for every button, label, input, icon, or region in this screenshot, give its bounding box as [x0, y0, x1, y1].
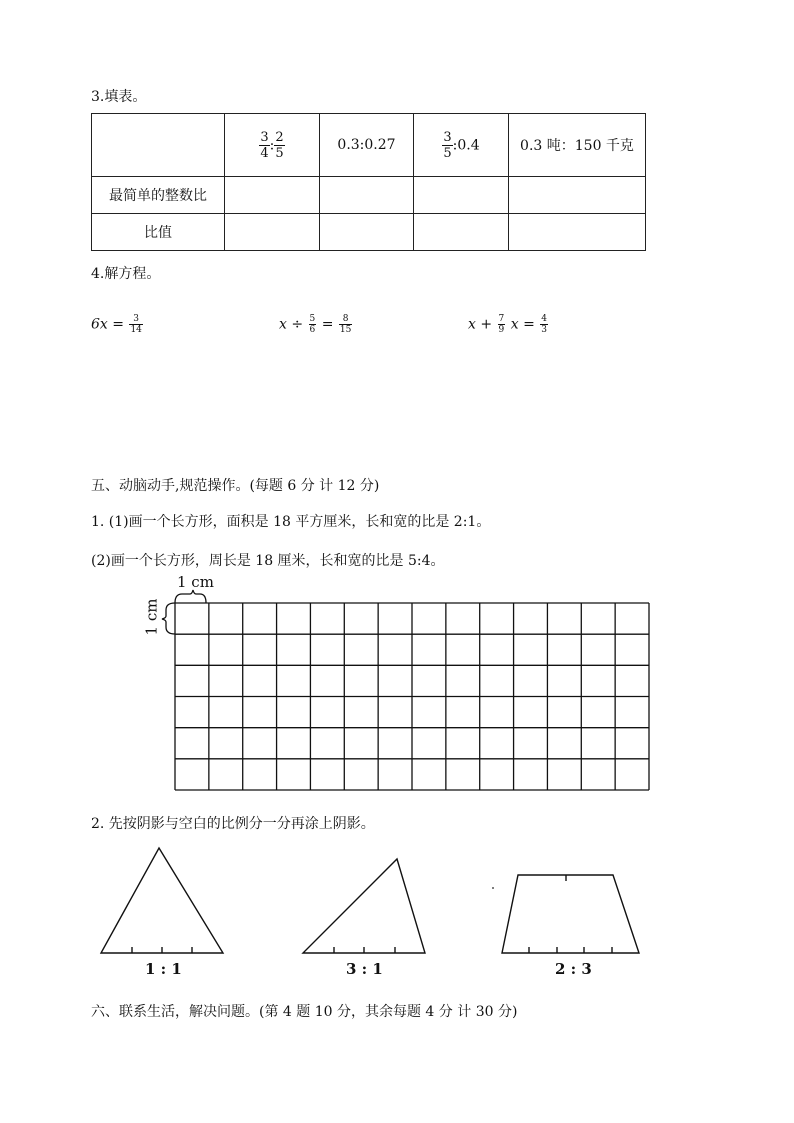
grid-side-label: 1 cm: [142, 598, 161, 636]
section3-title: 3.填表。: [91, 89, 147, 105]
table-header-col4: 0.3 吨：150 千克: [509, 114, 646, 177]
table-corner-cell: [92, 114, 225, 177]
answer-cell[interactable]: [320, 177, 414, 214]
fill-table: [91, 113, 646, 251]
table-header-col2: 0.3:0.27: [320, 114, 414, 177]
unit-brace-top: [175, 590, 206, 603]
answer-cell[interactable]: [320, 214, 414, 251]
part6-heading: 六、联系生活，解决问题。(第 4 题 10 分，其余每题 4 分 计 30 分): [91, 1004, 518, 1020]
unit-brace-side: [162, 603, 175, 634]
speck-dot: [492, 887, 494, 889]
table-header-col3: $\frac{3}{5}$ :0.4: [414, 114, 509, 177]
triangle-right-lean[interactable]: [303, 859, 425, 953]
drawing-grid[interactable]: [140, 570, 655, 795]
row-label-simplest-ratio: 最简单的整数比: [92, 177, 225, 214]
equation-1: 6x = $\frac{3}{14}$: [91, 314, 142, 335]
triangle-isosceles[interactable]: [101, 848, 223, 953]
row-label-ratio-value: 比值: [92, 214, 225, 251]
table-header-col1: $\frac{3}{4}$ : $\frac{2}{5}$: [225, 114, 320, 177]
ratio-label-1: 1 : 1: [145, 960, 182, 978]
answer-cell[interactable]: [414, 214, 509, 251]
part5-heading: 五、动脑动手,规范操作。(每题 6 分 计 12 分): [91, 478, 380, 494]
equation-2: x ÷ $\frac{5}{6}$ = $\frac{8}{15}$: [279, 314, 352, 335]
answer-cell[interactable]: [225, 214, 320, 251]
section4-title: 4.解方程。: [91, 266, 161, 282]
trapezoid[interactable]: [502, 875, 639, 953]
answer-cell[interactable]: [414, 177, 509, 214]
part5-question-2: 2. 先按阴影与空白的比例分一分再涂上阴影。: [91, 816, 375, 832]
grid-unit-label: 1 cm: [177, 573, 214, 591]
ratio-label-3: 2 : 3: [555, 960, 592, 978]
equation-3: x + $\frac{7}{9}$ x = $\frac{4}{3}$: [468, 314, 547, 335]
ratio-label-2: 3 : 1: [346, 960, 383, 978]
part5-question-1a: 1. (1)画一个长方形，面积是 18 平方厘米，长和宽的比是 2:1。: [91, 514, 491, 530]
answer-cell[interactable]: [509, 177, 646, 214]
answer-cell[interactable]: [509, 214, 646, 251]
answer-cell[interactable]: [225, 177, 320, 214]
part5-question-1b: (2)画一个长方形，周长是 18 厘米，长和宽的比是 5:4。: [91, 553, 445, 569]
